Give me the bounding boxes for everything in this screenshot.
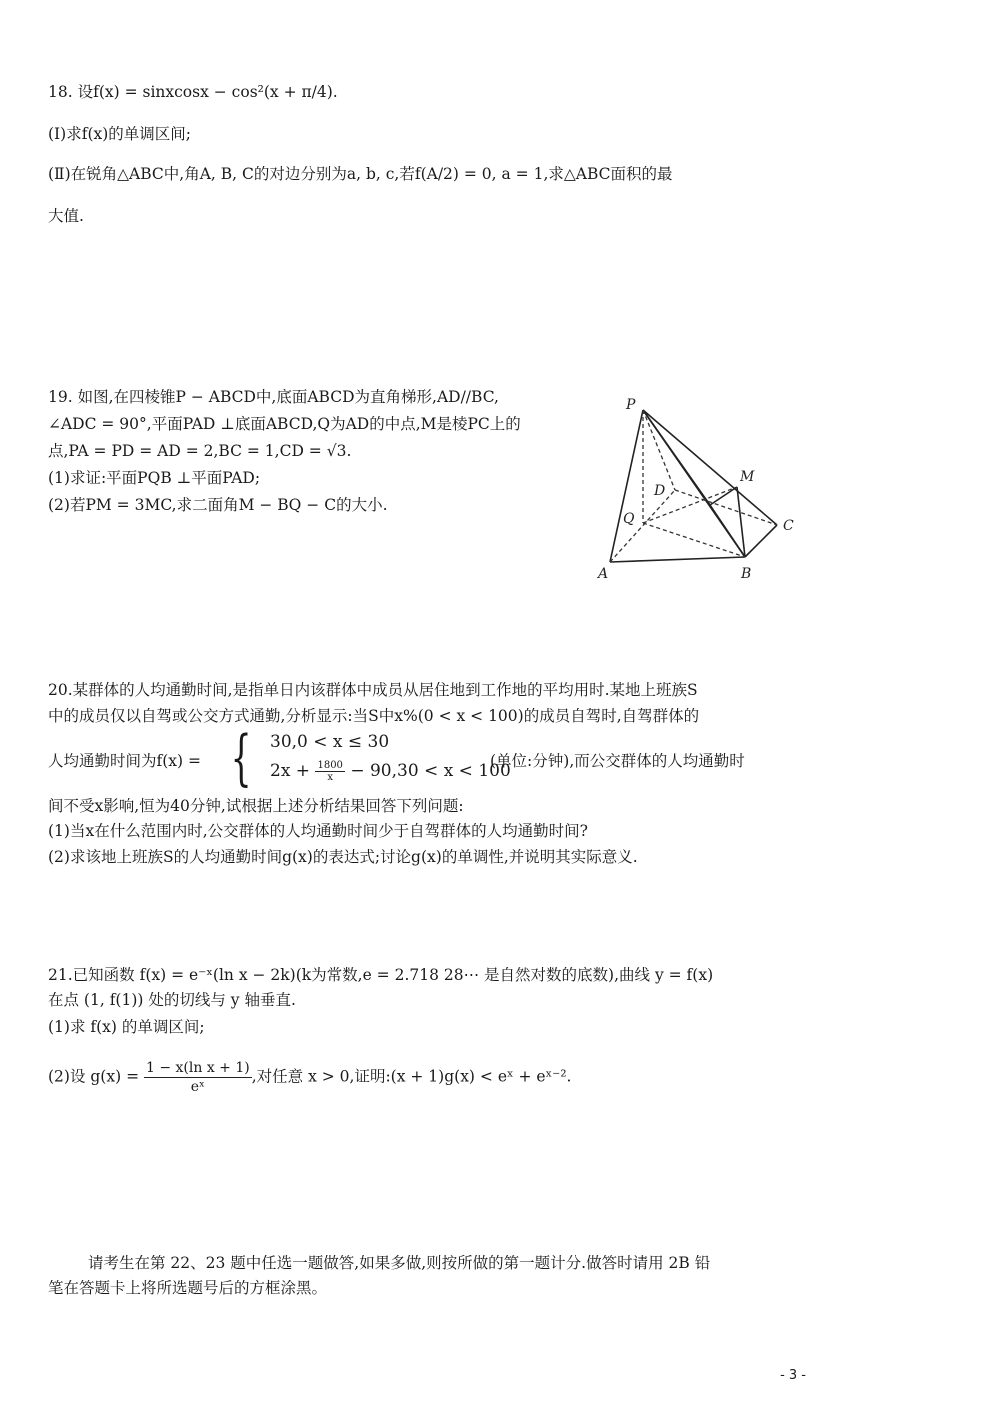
q18-part2-line1: (Ⅱ)在锐角△ABC中,角A, B, C的对边分别为a, b, c,若f(A/2) = 0, a = 1,求△ABC面积的最: [48, 165, 673, 183]
pyramid-figure: [590, 395, 805, 590]
q18-title: 18. 设f(x) = sinxcosx − cos²(x + π/4).: [48, 83, 338, 101]
page-number: - 3 -: [780, 1368, 806, 1383]
q19-line2: ∠ADC = 90°,平面PAD ⊥底面ABCD,Q为AD的中点,M是棱PC上的: [48, 415, 521, 433]
label-Q: Q: [623, 511, 635, 527]
q20-line2: 中的成员仅以自驾或公交方式通勤,分析显示:当S中x%(0 < x < 100)的成员自驾时,自驾群体的: [48, 707, 700, 725]
q20-case1: 30,0 < x ≤ 30: [270, 732, 390, 752]
q19-line4: (1)求证:平面PQB ⊥平面PAD;: [48, 469, 261, 487]
q20-line6: (2)求该地上班族S的人均通勤时间g(x)的表达式;讨论g(x)的单调性,并说明其实际意义.: [48, 848, 638, 866]
q21-line1: 21.已知函数 f(x) = e⁻ˣ(ln x − 2k)(k为常数,e = 2.718 28⋯ 是自然对数的底数),曲线 y = f(x): [48, 966, 714, 984]
label-B: B: [741, 566, 752, 582]
q18-part1: (Ⅰ)求f(x)的单调区间;: [48, 125, 192, 143]
q18-part2-line2: 大值.: [48, 207, 84, 225]
label-D: D: [654, 483, 666, 499]
label-M: M: [740, 469, 755, 485]
q20-line3-prefix: 人均通勤时间为f(x) =: [48, 752, 201, 770]
label-A: A: [598, 566, 609, 582]
q21-line2: 在点 (1, f(1)) 处的切线与 y 轴垂直.: [48, 991, 296, 1009]
q20-line3-suffix: (单位:分钟),而公交群体的人均通勤时: [490, 752, 745, 770]
label-P: P: [626, 397, 636, 413]
instruction-line2: 笔在答题卡上将所选题号后的方框涂黑。: [48, 1279, 328, 1297]
piecewise-brace: {: [230, 723, 252, 793]
q19-line5: (2)若PM = 3MC,求二面角M − BQ − C的大小.: [48, 496, 388, 514]
q20-line5: (1)当x在什么范围内时,公交群体的人均通勤时间少于自驾群体的人均通勤时间?: [48, 822, 588, 840]
q21-line3: (1)求 f(x) 的单调区间;: [48, 1018, 205, 1036]
q19-line1: 19. 如图,在四棱锥P − ABCD中,底面ABCD为直角梯形,AD//BC,: [48, 388, 499, 406]
instruction-line1: 请考生在第 22、23 题中任选一题做答,如果多做,则按所做的第一题计分.做答时请用 2B 铅: [88, 1254, 711, 1272]
q20-line1: 20.某群体的人均通勤时间,是指单日内该群体中成员从居住地到工作地的平均用时.某地上班族S: [48, 681, 698, 699]
q20-line4: 间不受x影响,恒为40分钟,试根据上述分析结果回答下列问题:: [48, 797, 464, 815]
q21-line4: (2)设 g(x) = $\frac{\text{1 − x(ln x + 1)}}{\text{eˣ}}$ ,对任意 x > 0,证明:(x + 1)g(x) < eˣ + eˣ⁻².: [48, 1060, 572, 1095]
q21-fraction: $\frac{\text{1 − x(ln x + 1)}}{\text{eˣ}}$: [145, 1060, 250, 1095]
q20-case2: 2x + $\frac{1800}{x}$ − 90,30 < x < 100: [270, 760, 511, 783]
q19-line3: 点,PA = PD = AD = 2,BC = 1,CD = √3.: [48, 442, 352, 460]
q20-case2-fraction: $\frac{1800}{x}$: [317, 760, 343, 783]
label-C: C: [783, 518, 794, 534]
